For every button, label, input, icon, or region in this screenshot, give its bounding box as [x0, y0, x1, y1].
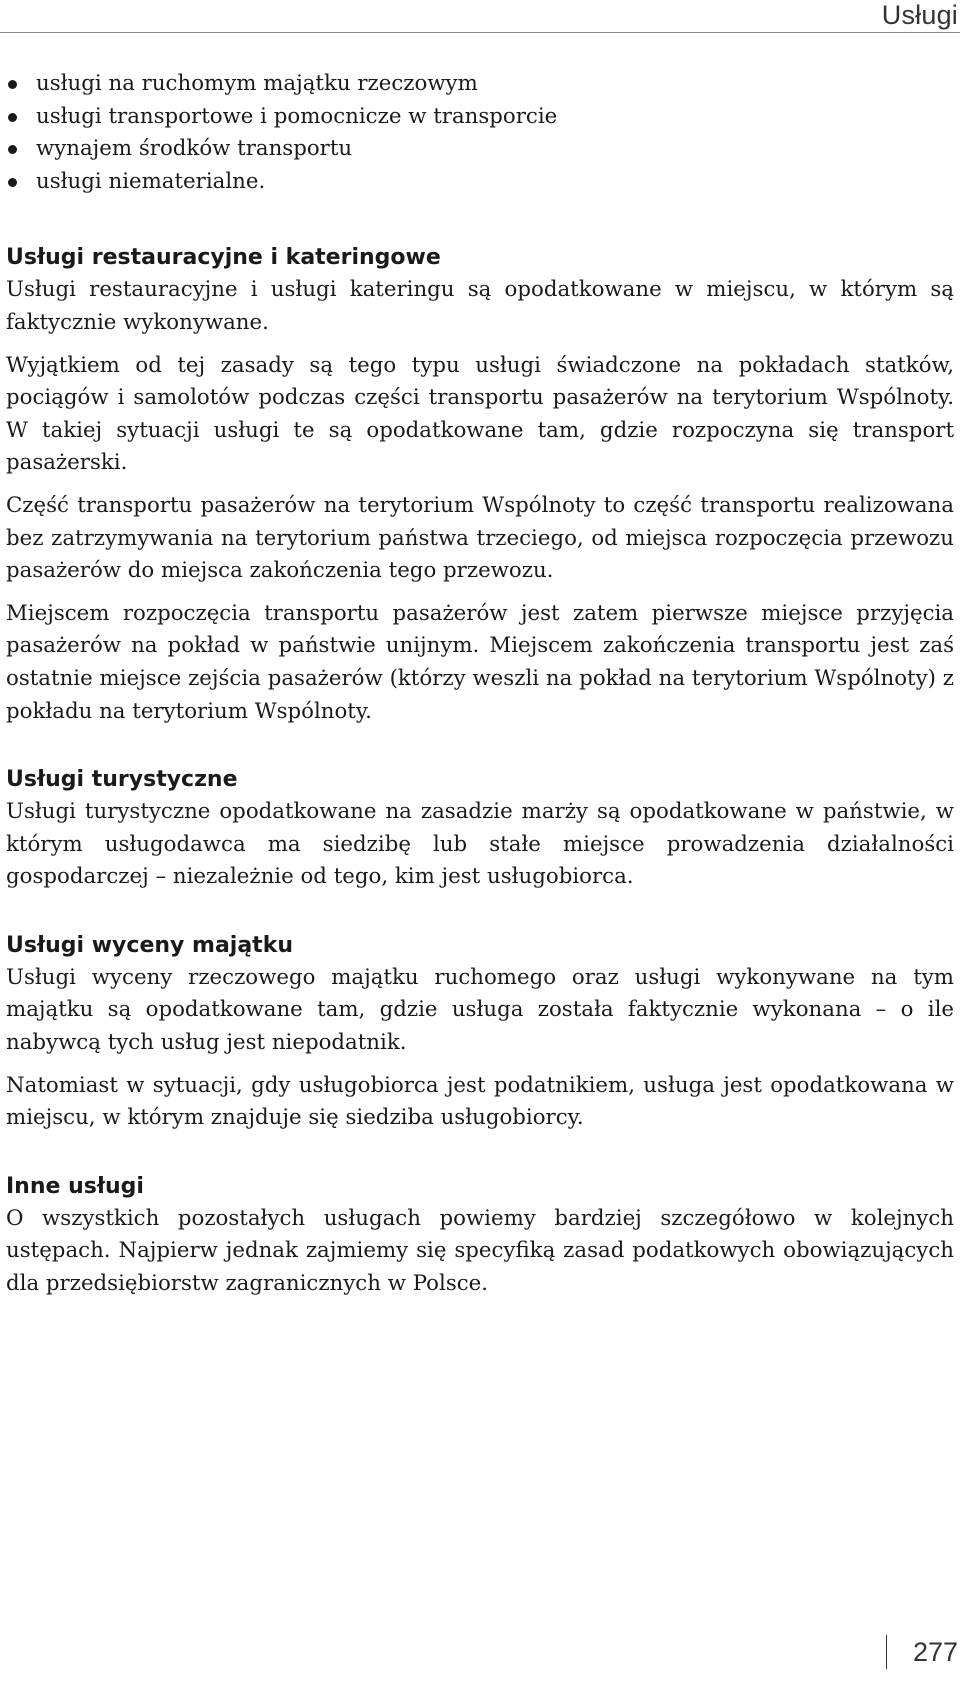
page-body — [6, 68, 954, 1311]
section-heading: Inne usługi — [6, 1173, 144, 1199]
section-heading: Usługi turystyczne — [6, 767, 238, 793]
paragraph: Usługi wyceny rzeczowego majątku ruchomego oraz usługi wykonywane na tym majątku są opodatkowane tam, gdzie usługa została faktycznie wykonana – o ile nabywcą tych usług jest niepodatnik. — [6, 964, 954, 1056]
section-restaurant-services — [6, 242, 954, 728]
page-number: 277 — [912, 1636, 958, 1667]
paragraph: Miejscem rozpoczęcia transportu pasażerów jest zatem pierwsze miejsce przyjęcia pasażerów na pokład w państwie unijnym. Miejscem zakończenia transportu jest zaś ostatnie miejsce zejścia pasażerów (którzy weszli na pokład na terytorium Wspólnoty) z pokładu na terytorium Wspólnoty. — [6, 600, 954, 724]
bullet-icon — [8, 80, 17, 89]
list-item: wynajem środków transportu — [6, 133, 954, 166]
list-item: usługi na ruchomym majątku rzeczowym — [6, 68, 954, 101]
section-valuation-services — [6, 930, 954, 1135]
paragraph: O wszystkich pozostałych usługach powiemy bardziej szczegółowo w kolejnych ustępach. Najpierw jednak zajmiemy się specyfiką zasad podatkowych obowiązujących dla przedsiębiorstw zagranicznych w Polsce. — [6, 1205, 954, 1297]
paragraph: Usługi restauracyjne i usługi kateringu są opodatkowane w miejscu, w którym są faktycznie wykonywane. — [6, 277, 954, 335]
running-head-title: Usługi — [881, 0, 958, 30]
paragraph: Natomiast w sytuacji, gdy usługobiorca jest podatnikiem, usługa jest opodatkowana w miejscu, w którym znajduje się siedziba usługobiorcy. — [6, 1072, 954, 1131]
list-item: usługi transportowe i pomocnicze w transporcie — [6, 101, 954, 134]
paragraph: Część transportu pasażerów na terytorium Wspólnoty to część transportu realizowana bez zatrzymywania na terytorium państwa trzeciego, od miejsca rozpoczęcia przewozu pasażerów do miejsca zakończenia tego przewozu. — [6, 492, 954, 584]
bullet-icon — [8, 178, 17, 187]
bullet-icon — [8, 113, 17, 122]
paragraph: Usługi turystyczne opodatkowane na zasadzie marży są opodatkowane w państwie, w którym usługodawca ma siedzibę lub stałe miejsce prowadzenia działalności gospodarczej – niezależnie od tego, kim jest usługobiorca. — [6, 799, 954, 890]
section-heading: Usługi wyceny majątku — [6, 932, 293, 958]
page-footer — [886, 1633, 958, 1671]
list-item: usługi niematerialne. — [6, 166, 954, 199]
section-other-services — [6, 1171, 954, 1301]
section-heading: Usługi restauracyjne i kateringowe — [6, 245, 441, 271]
header-rule — [0, 32, 960, 33]
page-number-rule — [886, 1635, 887, 1669]
bullet-icon — [8, 145, 17, 154]
section-tourist-services — [6, 764, 954, 894]
service-type-list — [6, 68, 954, 198]
paragraph: Wyjątkiem od tej zasady są tego typu usługi świadczone na pokładach statków, pociągów i samolotów podczas części transportu pasażerów na terytorium Wspólnoty. W takiej sytuacji usługi te są opodatkowane tam, gdzie rozpoczyna się transport pasażerski. — [6, 352, 954, 476]
